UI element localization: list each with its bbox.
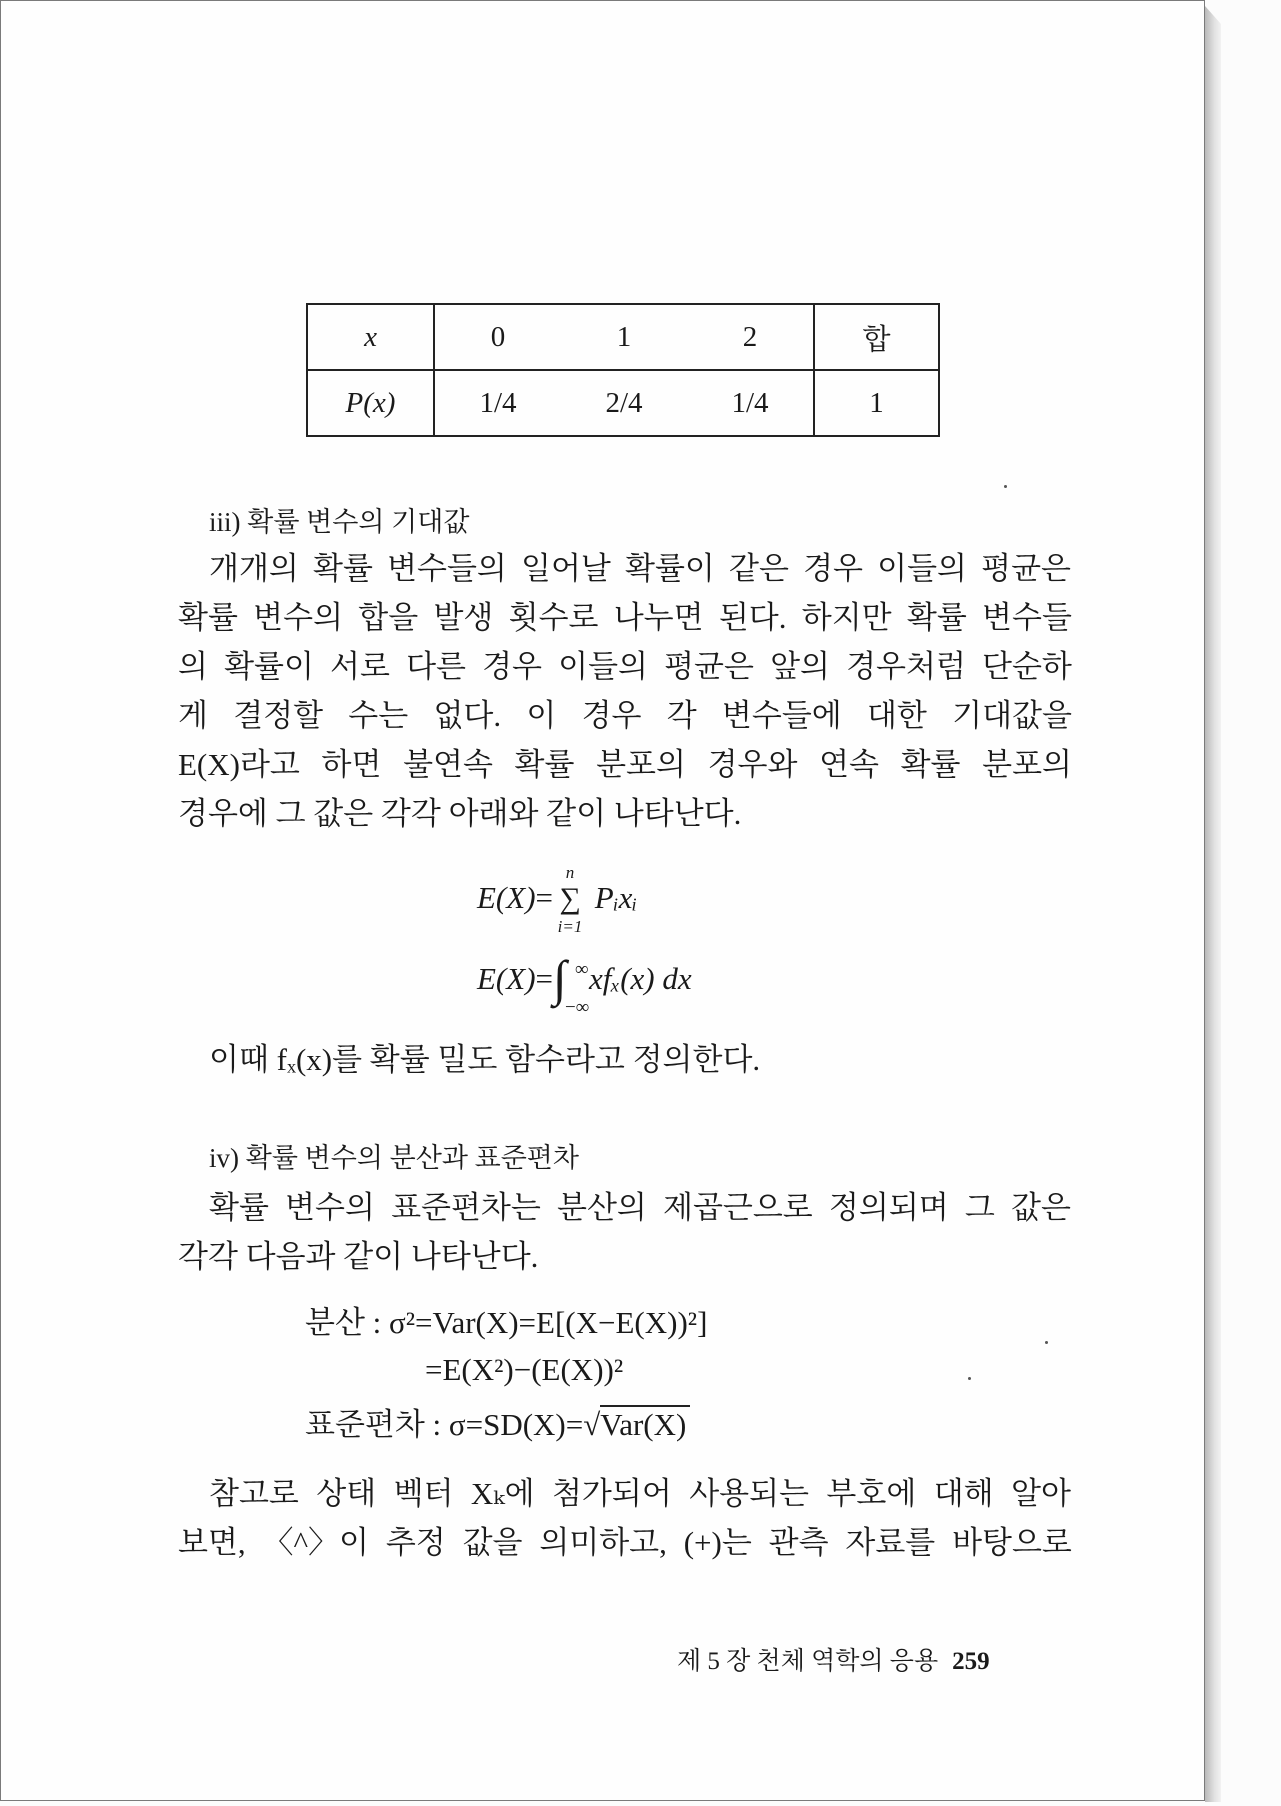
formula-expected-value-discrete (477, 863, 638, 936)
word: 나누면 (613, 600, 704, 635)
formula-variance-expanded: =E(X²)−(E(X))² (425, 1352, 624, 1387)
word: 합을 (358, 600, 419, 635)
formula-variance: 분산 : σ²=Var(X)=E[(X−E(X))²] (305, 1305, 708, 1340)
integral-lower-limit: −∞ (565, 997, 590, 1018)
word: 그 (964, 1190, 995, 1225)
word: Xₖ에 (470, 1476, 535, 1511)
word: 확률 (514, 747, 575, 782)
word: 기대값을 (952, 698, 1072, 733)
word: 벡터 (393, 1476, 454, 1511)
word: 다른 (406, 649, 466, 684)
word: 관측 (768, 1525, 829, 1560)
word: 분산의 (557, 1190, 647, 1225)
paragraph-line: 각각 다음과 같이 나타난다. (178, 1239, 539, 1274)
table-cell: 합 (814, 304, 939, 370)
scan-speck (968, 1377, 971, 1380)
table-cell: 1 (561, 304, 687, 370)
density-note: 이때 fₓ(x)를 확률 밀도 함수라고 정의한다. (209, 1042, 761, 1077)
integral-upper-limit: ∞ (575, 959, 589, 980)
word: 없다. (433, 698, 502, 733)
word: (+)는 (683, 1525, 752, 1560)
table-cell: x (307, 304, 434, 370)
word: 일어날 (521, 551, 611, 586)
scan-speck (1004, 485, 1007, 488)
word: 변수의 (285, 1190, 375, 1225)
word: 경우처럼 (846, 649, 966, 684)
word: 게 (178, 698, 208, 733)
integral-symbol: ∫ ∞ −∞ (553, 959, 579, 997)
word: 하면 (321, 747, 382, 782)
word: 변수의 (253, 600, 344, 635)
table-row-probabilities (307, 370, 939, 436)
formula-lhs: E(X) (477, 961, 536, 996)
word: 분포의 (982, 747, 1072, 782)
paragraph-line (178, 1524, 1072, 1562)
page-number: 259 (952, 1648, 990, 1675)
table-cell: 2 (687, 304, 814, 370)
word: 부호에 (826, 1476, 917, 1511)
table-cell: 0 (434, 304, 561, 370)
formula-equals: = (535, 880, 554, 915)
word: 평균은 (981, 551, 1071, 586)
word: 분포의 (596, 747, 686, 782)
word: 의 (178, 649, 208, 684)
word: 앞의 (770, 649, 830, 684)
word: 연속 (819, 747, 879, 782)
formula-integrand: xfₓ(x) dx (589, 961, 692, 996)
word: 상태 (316, 1476, 377, 1511)
word: 확률 (178, 600, 238, 635)
word: 확률 (209, 1190, 269, 1225)
table-cell: 1/4 (687, 370, 814, 436)
table-cell: 2/4 (561, 370, 687, 436)
table-cell: 1/4 (434, 370, 561, 436)
word: 〈^〉이 (262, 1525, 369, 1560)
word: 정의되며 (828, 1190, 949, 1225)
word: 수는 (348, 698, 409, 733)
word: 대해 (933, 1476, 994, 1511)
word: 경우와 (707, 747, 798, 782)
word: 서로 (330, 649, 390, 684)
page-footer (677, 1641, 990, 1677)
word: 알아 (1011, 1476, 1071, 1511)
word: 이들의 (558, 649, 648, 684)
word: 같은 (729, 551, 789, 586)
paragraph-line: 경우에 그 값은 각각 아래와 같이 나타난다. (178, 796, 742, 831)
page-edge-shadow (1205, 6, 1221, 1802)
word: 제곱근으로 (663, 1190, 813, 1225)
word: 변수들의 (387, 551, 507, 586)
word: 경우 (581, 698, 642, 733)
sd-label: 표준편차 : σ=SD(X)=√ (305, 1407, 601, 1442)
word: 이들의 (877, 551, 967, 586)
formula-expected-value-continuous (477, 950, 692, 1018)
probability-table (306, 303, 940, 437)
word: 대한 (866, 698, 927, 733)
word: 확률 (313, 551, 373, 586)
paragraph-line (209, 550, 1071, 588)
word: 각 (666, 698, 697, 733)
word: 확률 (906, 600, 967, 635)
word: 자료를 (845, 1525, 936, 1560)
word: 확률이 (625, 551, 715, 586)
paragraph-line (178, 599, 1072, 637)
word: 결정할 (233, 698, 324, 733)
sd-radicand: Var(X) (600, 1405, 690, 1442)
word: 바탕으로 (952, 1525, 1072, 1560)
word: 보면, (178, 1525, 246, 1560)
word: 의미하고, (539, 1525, 667, 1560)
word: 된다. (718, 600, 787, 635)
paragraph-line (209, 1475, 1071, 1513)
word: 발생 (433, 600, 494, 635)
word: 사용되는 (689, 1476, 809, 1511)
word: 참고로 (209, 1476, 299, 1511)
word: 평균은 (664, 649, 754, 684)
word: 확률 (900, 747, 961, 782)
formula-lhs: E(X) (477, 880, 536, 915)
word: 하지만 (801, 600, 892, 635)
word: 첨가되어 (551, 1476, 672, 1511)
word: 경우 (482, 649, 543, 684)
formula-term: Pᵢxᵢ (594, 880, 638, 915)
section-heading-variance: iv) 확률 변수의 분산과 표준편차 (209, 1143, 579, 1173)
word: 추정 (385, 1525, 446, 1560)
summation-symbol: ∑ n i=1 (553, 880, 587, 918)
paragraph-line (209, 1189, 1071, 1227)
word: 이 (526, 698, 557, 733)
chapter-title: 제 5 장 천체 역학의 응용 (677, 1648, 939, 1675)
formula-equals: = (535, 961, 554, 996)
table-cell: 1 (814, 370, 939, 436)
sum-upper-limit: n (565, 863, 575, 882)
scan-speck (1045, 1341, 1048, 1344)
paragraph-line (178, 697, 1072, 735)
word: 불연속 (403, 747, 493, 782)
word: 개개의 (209, 551, 299, 586)
word: 변수들에 (721, 698, 842, 733)
word: 값은 (1011, 1190, 1071, 1225)
formula-standard-deviation (305, 1406, 690, 1444)
word: 변수들 (982, 600, 1072, 635)
word: 횟수로 (508, 600, 599, 635)
paragraph-line (178, 746, 1072, 784)
section-heading-expected-value: iii) 확률 변수의 기대값 (209, 507, 470, 537)
sum-lower-limit: i=1 (557, 917, 583, 936)
word: E(X)라고 (178, 747, 300, 782)
word: 경우 (803, 551, 863, 586)
table-cell: P(x) (307, 370, 434, 436)
word: 확률이 (224, 649, 314, 684)
word: 단순하 (982, 649, 1072, 684)
table-row-values (307, 304, 939, 370)
paragraph-line (178, 648, 1072, 686)
word: 값을 (462, 1525, 523, 1560)
word: 표준편차는 (391, 1190, 541, 1225)
